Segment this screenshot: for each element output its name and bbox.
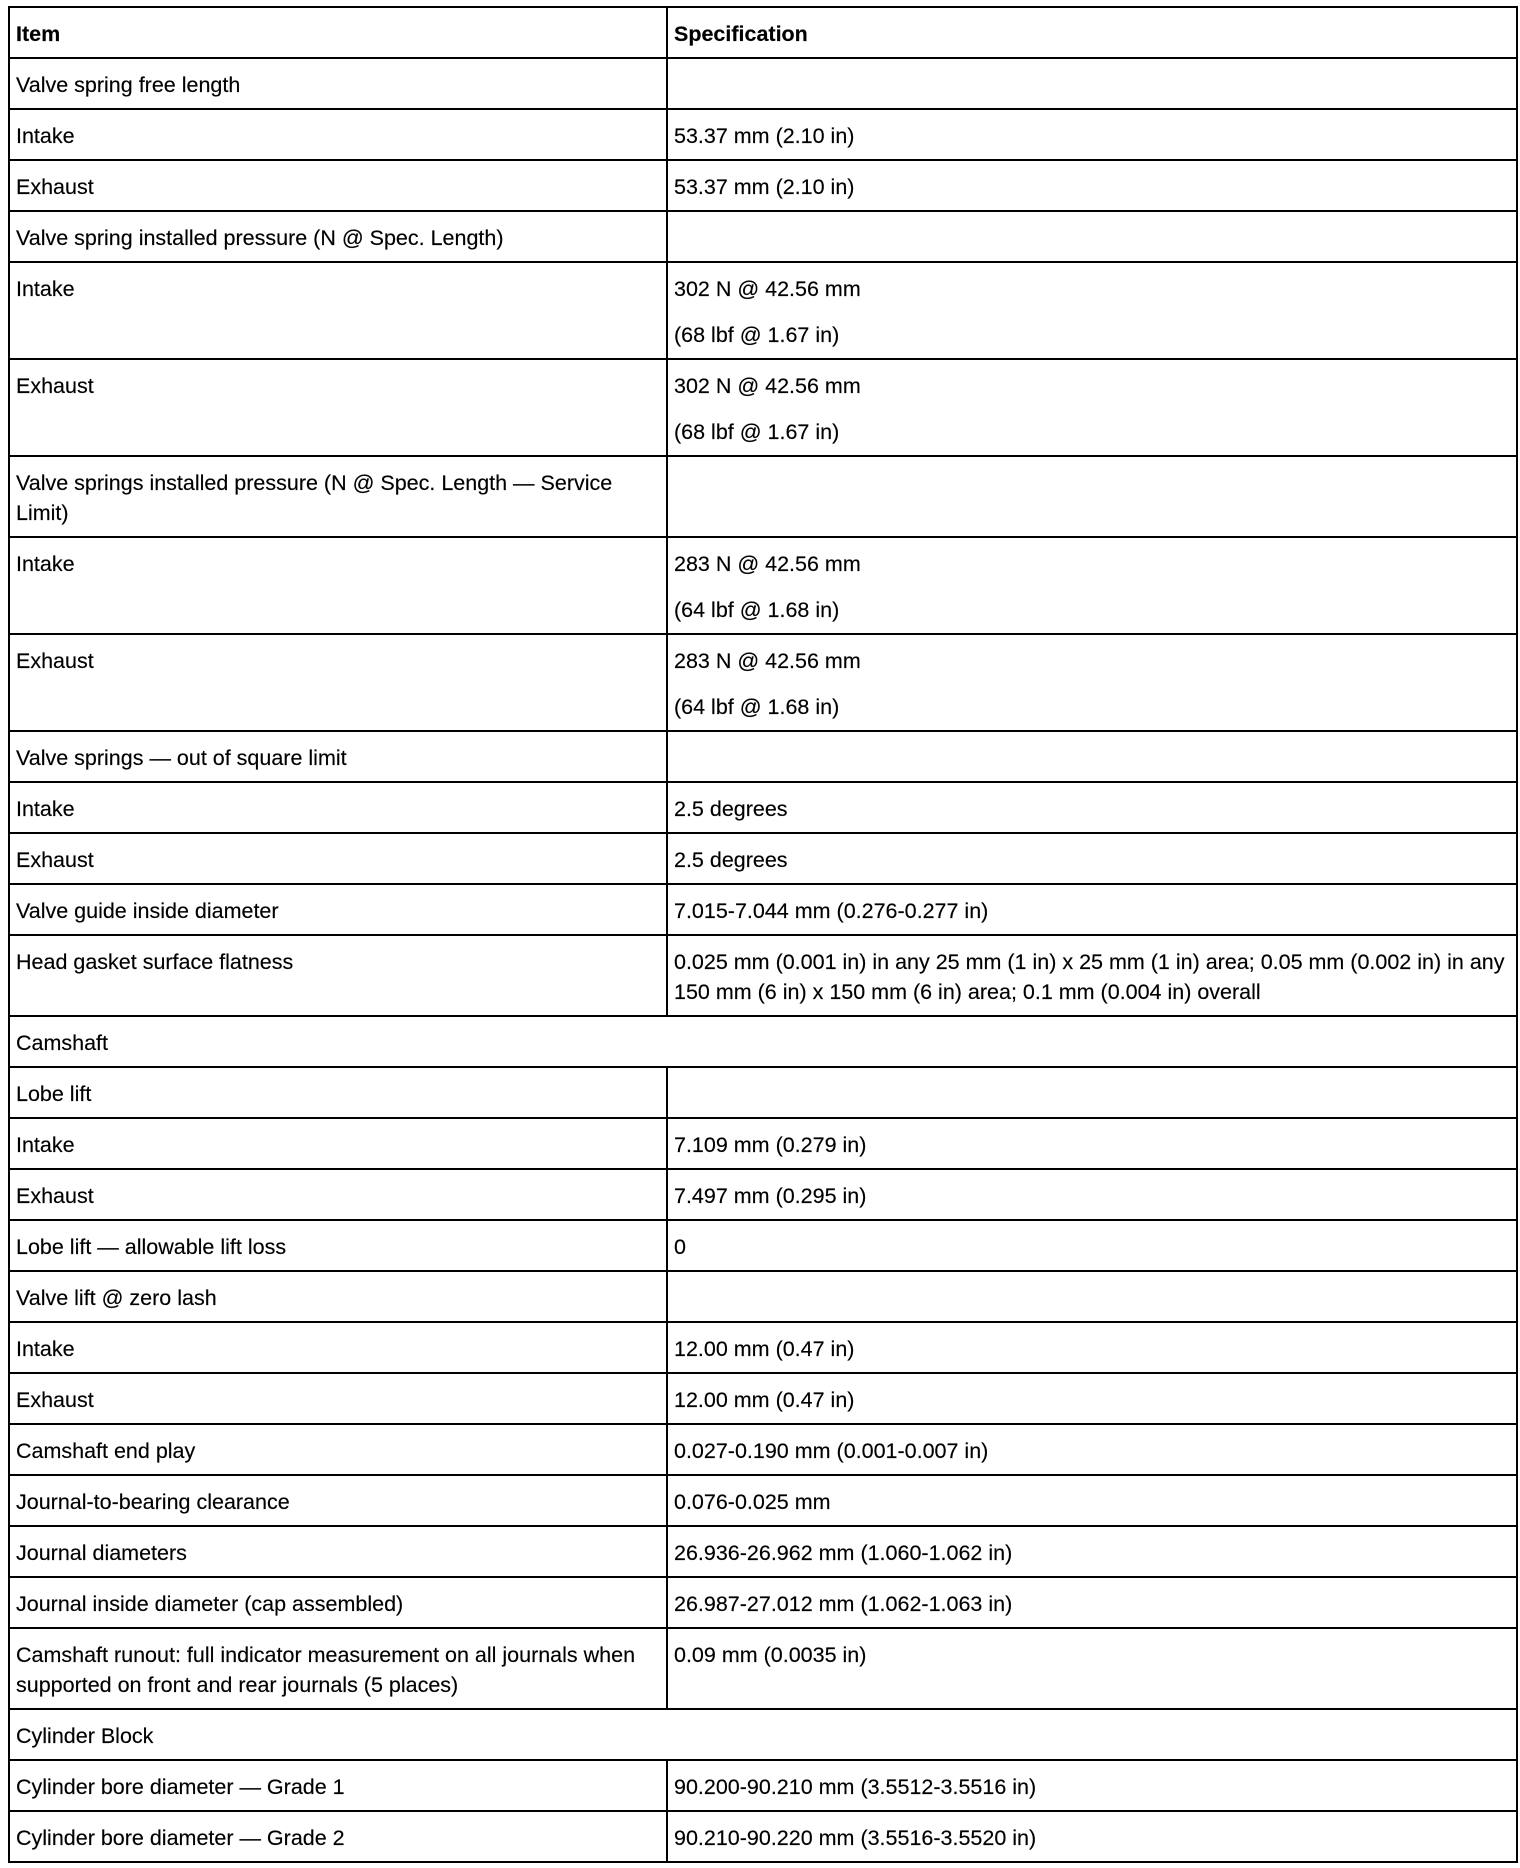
- item-cell: Exhaust: [9, 1169, 667, 1220]
- specification-cell: [667, 211, 1517, 262]
- specification-value: 0.025 mm (0.001 in) in any 25 mm (1 in) x 25 mm (1 in) area; 0.05 mm (0.002 in) in any 150 mm (6 in) x 150 mm (6 in) area; 0.1 mm (0.004 in) overall: [674, 950, 1505, 1004]
- specification-cell: [667, 1373, 1517, 1424]
- specification-value: (68 lbf @ 1.67 in): [674, 323, 840, 347]
- item-cell: Journal inside diameter (cap assembled): [9, 1577, 667, 1628]
- specification-cell: [667, 1322, 1517, 1373]
- item-cell: Intake: [9, 109, 667, 160]
- item-cell: Intake: [9, 1322, 667, 1373]
- specification-cell: [667, 1067, 1517, 1118]
- specification-cell: [667, 262, 1517, 359]
- item-cell: Lobe lift — allowable lift loss: [9, 1220, 667, 1271]
- table-row: [9, 1577, 1517, 1628]
- table-row: [9, 935, 1517, 1016]
- table-row: [9, 211, 1517, 262]
- section-title: Cylinder Block: [9, 1709, 1517, 1760]
- specification-cell: [667, 1577, 1517, 1628]
- specification-value: 0: [674, 1235, 686, 1259]
- table-row: [9, 1760, 1517, 1811]
- specification-value: 2.5 degrees: [674, 797, 788, 821]
- table-row: [9, 1526, 1517, 1577]
- specification-value: 90.200-90.210 mm (3.5512-3.5516 in): [674, 1775, 1037, 1799]
- specification-cell: [667, 782, 1517, 833]
- specification-value: 90.210-90.220 mm (3.5516-3.5520 in): [674, 1826, 1037, 1850]
- item-cell: Exhaust: [9, 359, 667, 456]
- table-row: [9, 634, 1517, 731]
- specification-value: 7.015-7.044 mm (0.276-0.277 in): [674, 899, 989, 923]
- item-cell: Intake: [9, 1118, 667, 1169]
- item-cell: Intake: [9, 537, 667, 634]
- specification-value: 26.936-26.962 mm (1.060-1.062 in): [674, 1541, 1013, 1565]
- section-header-row: [9, 1016, 1517, 1067]
- table-row: [9, 1373, 1517, 1424]
- table-row: [9, 1322, 1517, 1373]
- table-header-row: [9, 7, 1517, 58]
- table-body: [9, 58, 1517, 1862]
- item-cell: Valve spring installed pressure (N @ Spec. Length): [9, 211, 667, 262]
- specification-cell: [667, 731, 1517, 782]
- specification-table: [8, 6, 1518, 1863]
- specification-cell: [667, 634, 1517, 731]
- specification-value: 0.076-0.025 mm: [674, 1490, 831, 1514]
- header-specification: Specification: [667, 7, 1517, 58]
- item-cell: Exhaust: [9, 1373, 667, 1424]
- specification-cell: [667, 359, 1517, 456]
- specification-cell: [667, 1169, 1517, 1220]
- specification-cell: [667, 456, 1517, 537]
- table-row: [9, 1811, 1517, 1862]
- specification-cell: [667, 1271, 1517, 1322]
- table-row: [9, 456, 1517, 537]
- specification-cell: [667, 537, 1517, 634]
- specification-value: (64 lbf @ 1.68 in): [674, 598, 840, 622]
- table-row: [9, 1628, 1517, 1709]
- item-cell: Intake: [9, 262, 667, 359]
- specification-cell: [667, 1220, 1517, 1271]
- specification-cell: [667, 1811, 1517, 1862]
- item-cell: Cylinder bore diameter — Grade 1: [9, 1760, 667, 1811]
- section-header-row: [9, 1709, 1517, 1760]
- item-cell: Journal diameters: [9, 1526, 667, 1577]
- item-cell: Cylinder bore diameter — Grade 2: [9, 1811, 667, 1862]
- table-row: [9, 262, 1517, 359]
- item-cell: Head gasket surface flatness: [9, 935, 667, 1016]
- table-row: [9, 782, 1517, 833]
- specification-cell: [667, 884, 1517, 935]
- table-row: [9, 1169, 1517, 1220]
- item-cell: Valve guide inside diameter: [9, 884, 667, 935]
- table-row: [9, 1118, 1517, 1169]
- table-row: [9, 109, 1517, 160]
- item-cell: Exhaust: [9, 160, 667, 211]
- table-row: [9, 359, 1517, 456]
- table-row: [9, 1475, 1517, 1526]
- specification-value: 53.37 mm (2.10 in): [674, 124, 855, 148]
- table-row: [9, 884, 1517, 935]
- specification-value: (68 lbf @ 1.67 in): [674, 420, 840, 444]
- specification-value: 0.09 mm (0.0035 in): [674, 1643, 867, 1667]
- table-row: [9, 537, 1517, 634]
- item-cell: Journal-to-bearing clearance: [9, 1475, 667, 1526]
- item-cell: Valve lift @ zero lash: [9, 1271, 667, 1322]
- specification-cell: [667, 1526, 1517, 1577]
- specification-cell: [667, 833, 1517, 884]
- specification-cell: [667, 160, 1517, 211]
- specification-value: 302 N @ 42.56 mm: [674, 374, 861, 398]
- header-item: Item: [9, 7, 667, 58]
- section-title: Camshaft: [9, 1016, 1517, 1067]
- table-row: [9, 58, 1517, 109]
- specification-value: 12.00 mm (0.47 in): [674, 1388, 855, 1412]
- item-cell: Valve spring free length: [9, 58, 667, 109]
- specification-value: 0.027-0.190 mm (0.001-0.007 in): [674, 1439, 989, 1463]
- specification-cell: [667, 1424, 1517, 1475]
- table-row: [9, 1424, 1517, 1475]
- table-row: [9, 1220, 1517, 1271]
- specification-cell: [667, 935, 1517, 1016]
- specification-value: 7.109 mm (0.279 in): [674, 1133, 867, 1157]
- item-cell: Intake: [9, 782, 667, 833]
- item-cell: Exhaust: [9, 634, 667, 731]
- table-row: [9, 833, 1517, 884]
- specification-value: 302 N @ 42.56 mm: [674, 277, 861, 301]
- specification-value: 283 N @ 42.56 mm: [674, 552, 861, 576]
- item-cell: Valve springs — out of square limit: [9, 731, 667, 782]
- item-cell: Camshaft runout: full indicator measurement on all journals when supported on front and rear journals (5 places): [9, 1628, 667, 1709]
- item-cell: Exhaust: [9, 833, 667, 884]
- item-cell: Lobe lift: [9, 1067, 667, 1118]
- specification-value: 283 N @ 42.56 mm: [674, 649, 861, 673]
- table-row: [9, 160, 1517, 211]
- specification-value: (64 lbf @ 1.68 in): [674, 695, 840, 719]
- item-cell: Valve springs installed pressure (N @ Spec. Length — Service Limit): [9, 456, 667, 537]
- table-row: [9, 1271, 1517, 1322]
- specification-value: 26.987-27.012 mm (1.062-1.063 in): [674, 1592, 1013, 1616]
- item-cell: Camshaft end play: [9, 1424, 667, 1475]
- specification-cell: [667, 1760, 1517, 1811]
- specification-cell: [667, 1628, 1517, 1709]
- specification-cell: [667, 1475, 1517, 1526]
- specification-cell: [667, 109, 1517, 160]
- table-row: [9, 1067, 1517, 1118]
- table-row: [9, 731, 1517, 782]
- specification-value: 12.00 mm (0.47 in): [674, 1337, 855, 1361]
- specification-cell: [667, 58, 1517, 109]
- specification-value: 7.497 mm (0.295 in): [674, 1184, 867, 1208]
- specification-cell: [667, 1118, 1517, 1169]
- specification-value: 53.37 mm (2.10 in): [674, 175, 855, 199]
- specification-value: 2.5 degrees: [674, 848, 788, 872]
